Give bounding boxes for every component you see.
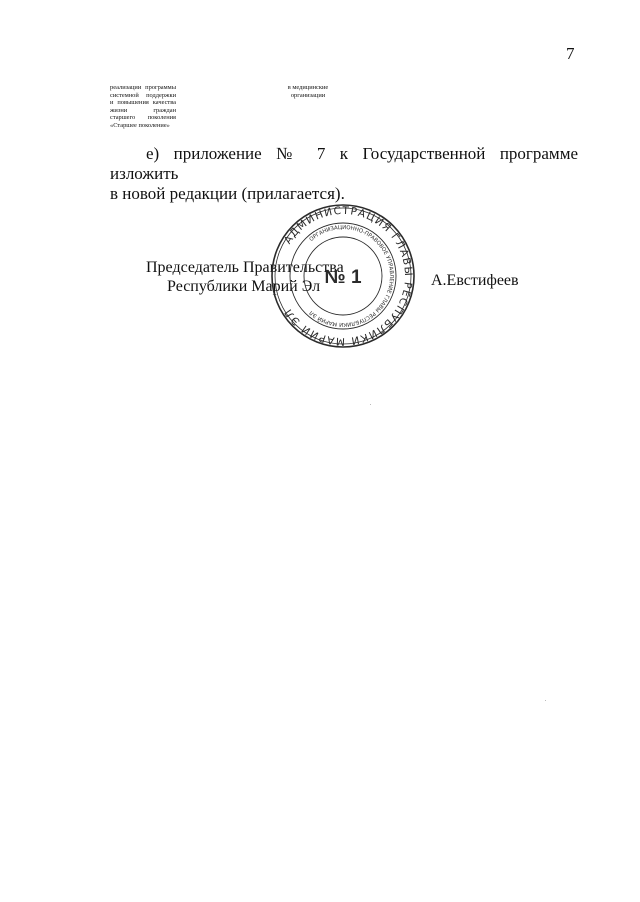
table-fragment-line: реализации программы (110, 84, 176, 91)
signatory-name: А.Евстифеев (431, 272, 519, 289)
amendment-line: е) приложение № 7 к Государственной программе изложить (110, 144, 578, 183)
amendment-paragraph (110, 144, 578, 204)
official-seal (270, 203, 416, 349)
seal-center-number: № 1 (324, 267, 362, 288)
table-fragment-line: жизни граждан (110, 106, 176, 114)
scan-speck (370, 404, 371, 405)
table-fragment-right-cell (282, 84, 334, 99)
table-fragment-left-cell (110, 84, 176, 130)
amendment-line: в новой редакции (прилагается). (110, 184, 345, 203)
seal-inner-text: ОРГАНИЗАЦИОННО-ПРАВОВОЕ УПРАВЛЕНИЕ ГЛАВЫ РЕСПУБЛИКИ МАРИЙ ЭЛ (308, 224, 395, 328)
table-fragment-line: организации (290, 91, 326, 99)
table-fragment-line: в медицинские (287, 84, 329, 91)
page-number: 7 (566, 44, 575, 63)
scan-speck (545, 700, 546, 701)
signatory-position-line: Республики Марий Эл (167, 278, 321, 295)
seal-outer-text: АДМИНИСТРАЦИЯ ГЛАВЫ РЕСПУБЛИКИ МАРИЙ ЭЛ (281, 204, 415, 348)
signatory-position-line: Председатель Правительства (146, 259, 344, 276)
table-fragment-line: системной поддержки (110, 91, 176, 99)
table-fragment-line: и повышения качества (110, 99, 176, 107)
table-fragment-line: старшего поколения (110, 114, 176, 122)
table-fragment-line: «Старшее поколение» (110, 121, 170, 129)
